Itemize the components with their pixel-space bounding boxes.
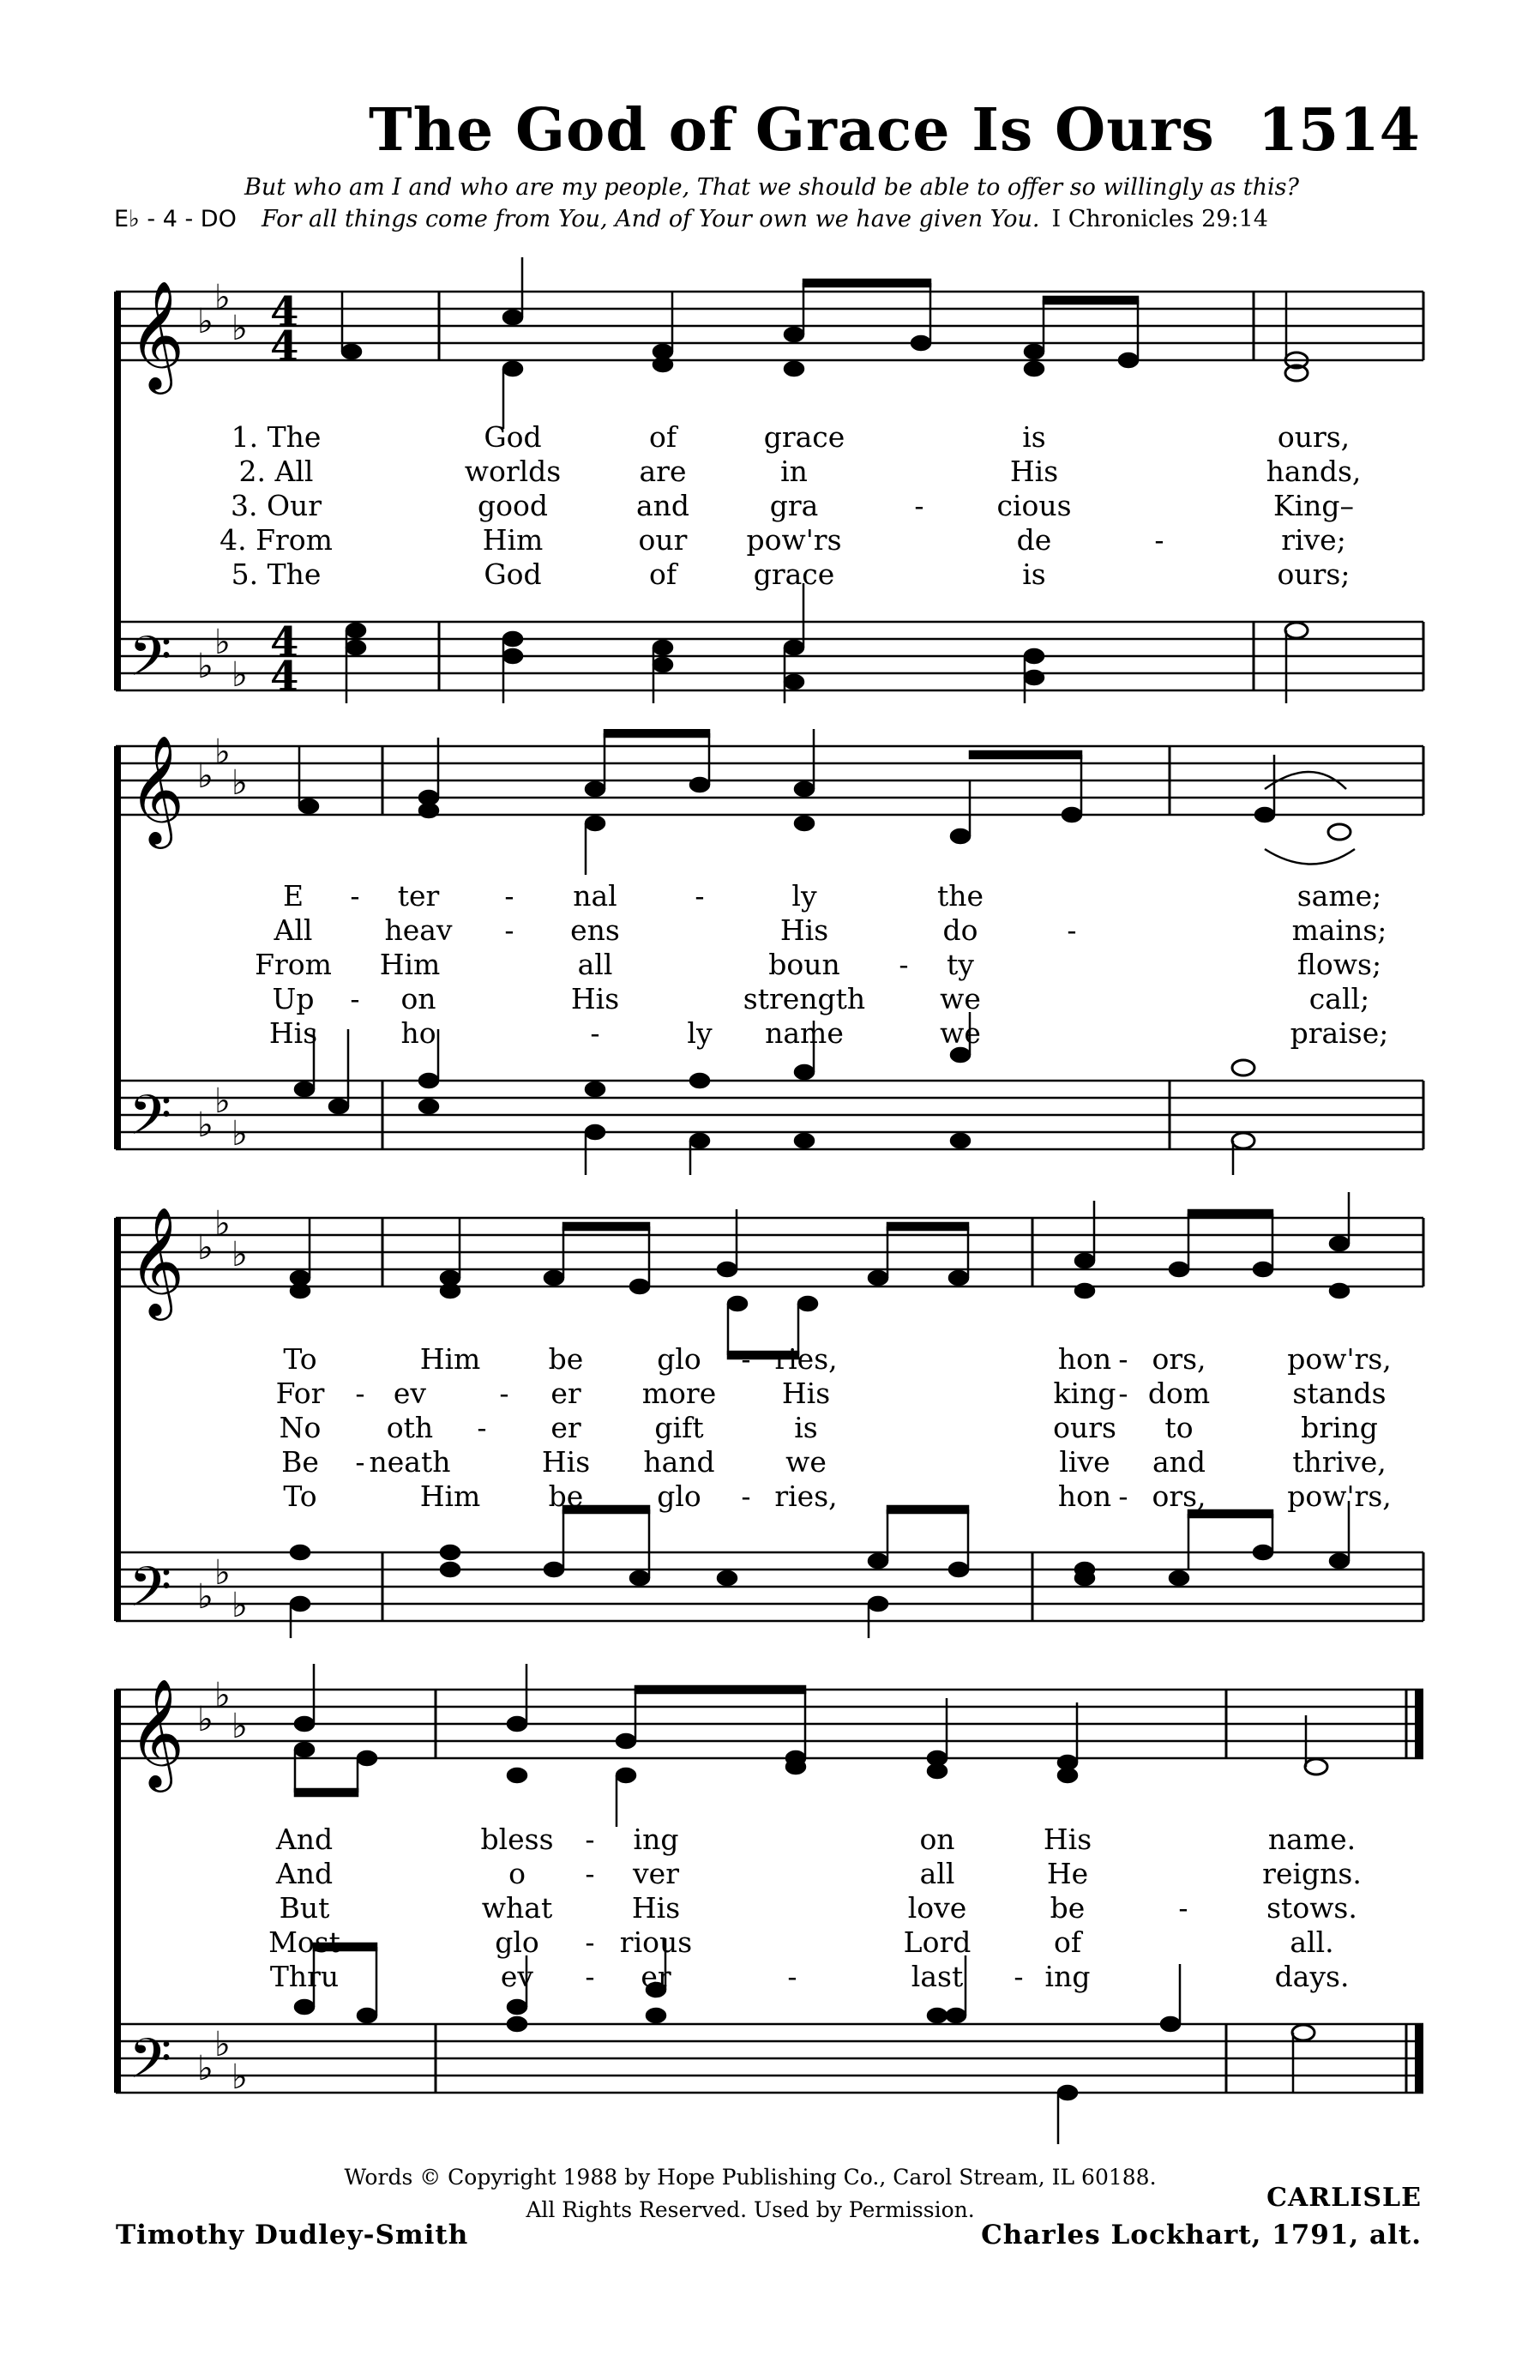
lyric-syllable: ly <box>687 1016 713 1050</box>
verse-line <box>0 1411 1540 1445</box>
lyric-syllable: ho <box>400 1016 436 1050</box>
lyric-syllable: God <box>484 420 542 454</box>
lyric-syllable: is <box>1022 557 1046 591</box>
music-system-4 <box>0 1664 1540 2144</box>
lyric-syllable: mains; <box>1291 913 1387 947</box>
lyric-hyphen: - <box>741 1479 751 1513</box>
lyric-hyphen: - <box>787 1960 797 1993</box>
lyric-syllable: of <box>648 557 677 591</box>
svg-text:♭: ♭ <box>214 623 231 662</box>
lyric-syllable: all <box>577 948 613 981</box>
lyric-hyphen: - <box>499 1377 509 1410</box>
lyric-hyphen: - <box>504 913 514 947</box>
lyric-syllable: ty <box>947 948 974 981</box>
key-signature-label: E♭ - 4 - DO <box>114 206 237 232</box>
lyric-syllable: what <box>481 1891 553 1925</box>
lyric-syllable: Most <box>268 1925 340 1959</box>
lyric-syllable: gift <box>654 1411 704 1444</box>
lyric-syllable: ev <box>500 1960 534 1993</box>
lyric-hyphen: - <box>1154 523 1164 557</box>
lyricist-credit: Timothy Dudley-Smith <box>116 2220 469 2250</box>
lyric-syllable: on <box>919 1823 955 1856</box>
lyric-syllable: we <box>940 982 981 1015</box>
verse-line <box>0 948 1540 982</box>
verse-line <box>0 420 1540 455</box>
lyric-syllable: 4. From <box>220 523 333 557</box>
lyric-syllable: ver <box>633 1857 679 1890</box>
treble-staff <box>116 1218 1423 1286</box>
verse-line <box>0 557 1540 592</box>
bass-clef-icon: 𝄢 <box>129 2028 172 2105</box>
lyric-syllable: dom <box>1147 1377 1211 1410</box>
lyric-syllable: stows. <box>1266 1891 1357 1925</box>
verse-line <box>0 489 1540 523</box>
bass-clef-icon: 𝄢 <box>129 625 172 702</box>
svg-text:♭: ♭ <box>197 647 214 686</box>
lyric-syllable: heav <box>384 913 453 947</box>
lyric-syllable: all. <box>1290 1925 1334 1959</box>
lyric-syllable: name. <box>1267 1823 1357 1856</box>
lyric-syllable: To <box>283 1479 317 1513</box>
lyric-hyphen: - <box>899 948 909 981</box>
lyric-syllable: all <box>919 1857 955 1890</box>
svg-text:♭: ♭ <box>197 756 214 796</box>
lyric-syllable: His <box>779 913 829 947</box>
lyric-syllable: of <box>648 420 677 454</box>
lyric-syllable: more <box>641 1377 717 1410</box>
lyric-syllable: days. <box>1274 1960 1350 1993</box>
lyric-syllable: All <box>274 913 313 947</box>
treble-clef-icon: 𝄞 <box>129 280 185 389</box>
lyric-hyphen: - <box>741 1342 751 1376</box>
lyric-syllable: hon <box>1057 1342 1112 1376</box>
lyric-syllable: ors, <box>1152 1479 1206 1513</box>
lyric-syllable: is <box>794 1411 818 1444</box>
svg-text:♭: ♭ <box>232 309 248 348</box>
lyric-hyphen: - <box>350 879 360 913</box>
lyric-syllable: ors, <box>1152 1342 1206 1376</box>
lyric-syllable: But <box>279 1891 330 1925</box>
tune-name: CARLISLE <box>1266 2183 1422 2213</box>
copyright-line-2: All Rights Reserved. Used by Permission. <box>526 2197 975 2222</box>
svg-text:♭: ♭ <box>232 1586 248 1625</box>
lyric-syllable: thrive, <box>1292 1445 1387 1479</box>
lyric-syllable: rive; <box>1281 523 1346 557</box>
music-system-2 <box>0 729 1540 1175</box>
lyric-syllable: rious <box>619 1925 693 1959</box>
lyric-syllable: His <box>631 1891 681 1925</box>
verse-line <box>0 1016 1540 1051</box>
verse-line <box>0 879 1540 913</box>
lyric-syllable: flows; <box>1296 948 1382 981</box>
bass-staff <box>116 622 1423 690</box>
lyric-syllable: ries, <box>774 1479 838 1513</box>
lyric-syllable: Him <box>482 523 544 557</box>
lyric-syllable: His <box>1043 1823 1092 1856</box>
lyric-syllable: grace <box>753 557 835 591</box>
lyric-syllable: God <box>484 557 542 591</box>
lyric-syllable: stands <box>1292 1377 1387 1410</box>
svg-text:♭: ♭ <box>232 2058 248 2097</box>
lyric-syllable: in <box>780 455 808 488</box>
bass-staff <box>116 1552 1423 1621</box>
lyric-syllable: of <box>1053 1925 1082 1959</box>
lyric-hyphen: - <box>1118 1479 1128 1513</box>
svg-text:♭: ♭ <box>232 1114 248 1154</box>
svg-text:♭: ♭ <box>214 278 231 317</box>
lyric-syllable: do <box>942 913 978 947</box>
lyric-syllable: His <box>1009 455 1059 488</box>
verse-line <box>0 455 1540 489</box>
lyric-syllable: the <box>936 879 984 913</box>
svg-text:♭: ♭ <box>197 1577 214 1617</box>
epigraph-line-1: But who am I and who are my people, That we should be able to offer so willingly as this? <box>244 174 1299 201</box>
copyright-notice <box>292 2161 1209 2226</box>
lyric-syllable: hand <box>643 1445 715 1479</box>
verse-line <box>0 913 1540 948</box>
lyric-syllable: Him <box>419 1479 481 1513</box>
lyric-syllable: King– <box>1272 489 1355 522</box>
lyric-syllable: Lord <box>903 1925 972 1959</box>
copyright-line-1: Words © Copyright 1988 by Hope Publishing Co., Carol Stream, IL 60188. <box>344 2165 1157 2190</box>
lyric-syllable: glo <box>495 1925 539 1959</box>
lyric-syllable: ours; <box>1277 557 1351 591</box>
lyric-hyphen: - <box>585 1925 595 1959</box>
lyric-syllable: ly <box>791 879 817 913</box>
svg-text:4: 4 <box>270 288 299 336</box>
lyric-syllable: ing <box>633 1823 679 1856</box>
lyric-syllable: to <box>1164 1411 1194 1444</box>
lyric-syllable: pow'rs, <box>1287 1479 1392 1513</box>
lyric-syllable: strength <box>743 982 866 1015</box>
lyric-hyphen: - <box>590 1016 600 1050</box>
lyric-syllable: 1. The <box>231 420 322 454</box>
lyric-syllable: good <box>478 489 548 522</box>
lyric-syllable: be <box>548 1342 584 1376</box>
lyric-syllable: His <box>781 1377 831 1410</box>
lyric-syllable: de <box>1016 523 1052 557</box>
lyric-hyphen: - <box>1178 1891 1188 1925</box>
lyric-syllable: is <box>1022 420 1046 454</box>
composer-credit: Charles Lockhart, 1791, alt. <box>981 2220 1422 2250</box>
lyric-hyphen: - <box>350 982 360 1015</box>
slur-icon <box>1265 849 1355 865</box>
lyric-syllable: For <box>275 1377 325 1410</box>
lyric-syllable: gra <box>769 489 819 522</box>
epigraph-line-2 <box>262 206 1268 232</box>
lyric-syllable: ours, <box>1277 420 1351 454</box>
lyric-syllable: 5. The <box>231 557 322 591</box>
lyric-syllable: ing <box>1044 1960 1091 1993</box>
svg-text:♭: ♭ <box>197 1700 214 1739</box>
svg-text:♭: ♭ <box>197 2049 214 2088</box>
lyric-syllable: pow'rs <box>746 523 842 557</box>
music-system-1 <box>0 257 1540 703</box>
lyric-hyphen: - <box>1118 1342 1128 1376</box>
lyric-syllable: praise; <box>1290 1016 1389 1050</box>
lyric-syllable: oth <box>386 1411 434 1444</box>
treble-clef-icon: 𝄞 <box>129 1206 185 1316</box>
lyric-hyphen: - <box>477 1411 487 1444</box>
lyric-syllable: And <box>275 1857 334 1890</box>
lyric-syllable: His <box>268 1016 318 1050</box>
lyric-syllable: our <box>638 523 688 557</box>
svg-text:♭: ♭ <box>232 1235 248 1274</box>
hymn-title: The God of Grace Is Ours <box>369 96 1215 165</box>
lyric-syllable: Be <box>281 1445 319 1479</box>
svg-text:♭: ♭ <box>197 1228 214 1268</box>
svg-text:♭: ♭ <box>232 655 248 695</box>
svg-text:4: 4 <box>270 653 299 701</box>
lyric-syllable: er <box>550 1411 581 1444</box>
scripture-reference: I Chronicles 29:14 <box>1051 206 1268 232</box>
lyric-syllable: we <box>785 1445 827 1479</box>
lyric-hyphen: - <box>1014 1960 1024 1993</box>
lyric-syllable: reigns. <box>1262 1857 1362 1890</box>
lyric-hyphen: - <box>504 879 514 913</box>
lyric-syllable: hon <box>1057 1479 1112 1513</box>
lyric-syllable: Him <box>419 1342 481 1376</box>
lyric-syllable: E <box>282 879 304 913</box>
lyric-syllable: on <box>400 982 436 1015</box>
svg-text:♭: ♭ <box>197 1106 214 1145</box>
hymn-header <box>0 0 1540 249</box>
svg-text:♭: ♭ <box>214 1553 231 1593</box>
lyric-syllable: last <box>911 1960 964 1993</box>
lyric-hyphen: - <box>1067 913 1077 947</box>
lyric-syllable: pow'rs, <box>1287 1342 1392 1376</box>
lyric-syllable: king <box>1053 1377 1116 1410</box>
lyric-syllable: ours <box>1053 1411 1116 1444</box>
verse-line <box>0 523 1540 557</box>
lyric-syllable: bring <box>1301 1411 1378 1444</box>
lyric-syllable: ens <box>570 913 620 947</box>
lyric-syllable: same; <box>1296 879 1382 913</box>
treble-clef-icon: 𝄞 <box>129 734 185 844</box>
verse-line <box>0 1342 1540 1377</box>
lyric-syllable: call; <box>1308 982 1370 1015</box>
bass-clef-icon: 𝄢 <box>129 1084 172 1161</box>
lyric-hyphen: - <box>585 1823 595 1856</box>
lyric-syllable: And <box>275 1823 334 1856</box>
lyric-syllable: er <box>550 1377 581 1410</box>
lyric-syllable: Thru <box>269 1960 340 1993</box>
lyric-syllable: love <box>907 1891 967 1925</box>
lyric-syllable: Up <box>272 982 315 1015</box>
lyric-syllable: boun <box>768 948 840 981</box>
lyric-syllable: glo <box>657 1342 701 1376</box>
verse-line <box>0 1960 1540 1994</box>
svg-text:4: 4 <box>270 618 299 666</box>
lyric-syllable: To <box>283 1342 317 1376</box>
verse-line <box>0 1445 1540 1479</box>
svg-text:♭: ♭ <box>214 2025 231 2064</box>
verse-line <box>0 1823 1540 1857</box>
lyric-syllable: we <box>940 1016 981 1050</box>
lyric-syllable: er <box>641 1960 671 1993</box>
lyric-hyphen: - <box>355 1445 365 1479</box>
treble-staff <box>116 292 1423 360</box>
lyric-syllable: 2. All <box>238 455 314 488</box>
verse-line <box>0 1377 1540 1411</box>
svg-text:♭: ♭ <box>214 732 231 772</box>
lyric-syllable: hands, <box>1266 455 1362 488</box>
svg-text:♭: ♭ <box>232 1707 248 1746</box>
lyric-syllable: grace <box>763 420 845 454</box>
lyric-syllable: be <box>548 1479 584 1513</box>
lyric-syllable: nal <box>573 879 617 913</box>
lyric-syllable: From <box>255 948 332 981</box>
lyric-syllable: ev <box>393 1377 427 1410</box>
lyric-syllable: His <box>570 982 620 1015</box>
lyric-syllable: 3. Our <box>230 489 322 522</box>
epigraph-text: For all things come from You, And of Your own we have given You. <box>262 206 1040 232</box>
hymn-number: 1514 <box>1257 96 1420 165</box>
lyric-syllable: o <box>508 1857 526 1890</box>
lyric-syllable: and <box>635 489 690 522</box>
svg-text:♭: ♭ <box>214 1204 231 1244</box>
lyric-syllable: glo <box>657 1479 701 1513</box>
lyric-syllable: worlds <box>464 455 562 488</box>
lyric-hyphen: - <box>914 489 924 522</box>
lyric-syllable: are <box>639 455 687 488</box>
lyric-syllable: and <box>1152 1445 1206 1479</box>
lyric-syllable: His <box>541 1445 591 1479</box>
lyric-hyphen: - <box>1118 1377 1128 1410</box>
svg-text:♭: ♭ <box>232 763 248 803</box>
verse-line <box>0 1479 1540 1514</box>
svg-text:4: 4 <box>270 322 299 371</box>
verse-line <box>0 982 1540 1016</box>
lyric-hyphen: - <box>585 1857 595 1890</box>
lyric-syllable: be <box>1050 1891 1086 1925</box>
lyric-hyphen: - <box>585 1960 595 1993</box>
lyric-syllable: bless <box>480 1823 554 1856</box>
lyric-syllable: ter <box>397 879 440 913</box>
svg-text:♭: ♭ <box>214 1082 231 1121</box>
lyric-syllable: cious <box>996 489 1072 522</box>
verse-line <box>0 1925 1540 1960</box>
verse-line <box>0 1857 1540 1891</box>
svg-text:♭: ♭ <box>197 302 214 341</box>
lyric-syllable: He <box>1046 1857 1089 1890</box>
lyric-syllable: ries, <box>774 1342 838 1376</box>
lyric-hyphen: - <box>355 1377 365 1410</box>
verse-line <box>0 1891 1540 1925</box>
bass-clef-icon: 𝄢 <box>129 1556 172 1633</box>
lyric-syllable: Him <box>379 948 441 981</box>
lyric-syllable: No <box>279 1411 322 1444</box>
lyric-syllable: live <box>1059 1445 1110 1479</box>
lyric-syllable: name <box>765 1016 844 1050</box>
svg-text:♭: ♭ <box>214 1676 231 1715</box>
treble-clef-icon: 𝄞 <box>129 1678 185 1787</box>
music-system-3 <box>0 1192 1540 1638</box>
lyric-syllable: neath <box>369 1445 451 1479</box>
lyric-hyphen: - <box>695 879 705 913</box>
